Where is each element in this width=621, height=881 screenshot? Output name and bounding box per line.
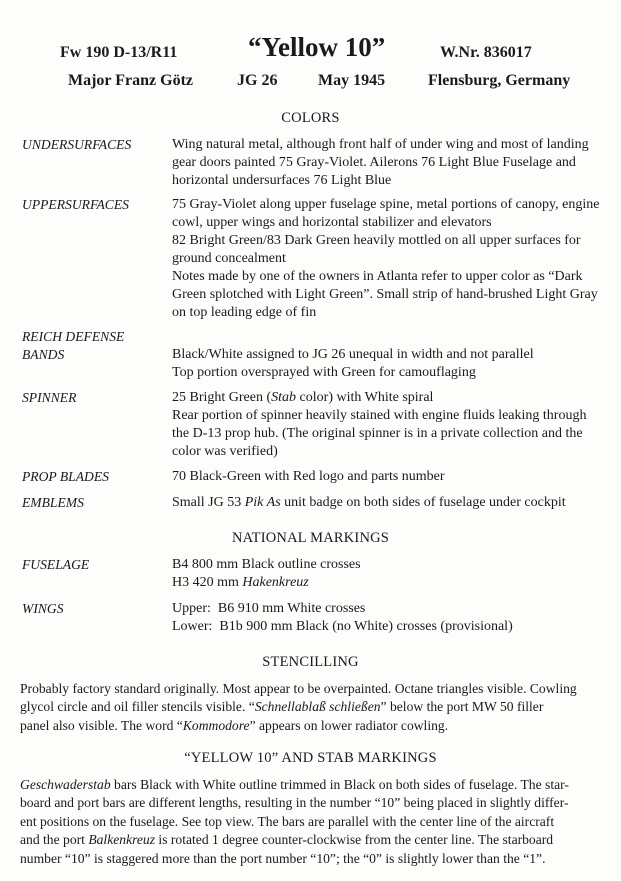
text-run: 25 Bright Green (: [172, 390, 272, 405]
text-run: glycol circle and oil filler stencils visible. “: [20, 699, 255, 715]
werknummer: W.Nr. 836017: [440, 44, 532, 61]
section-stab-markings-heading: “YELLOW 10” AND STAB MARKINGS: [184, 750, 437, 766]
label-line: REICH DEFENSE: [22, 329, 125, 344]
text-run: Small JG 53: [172, 495, 245, 510]
section-national-markings-heading: NATIONAL MARKINGS: [231, 530, 390, 546]
location: Flensburg, Germany: [428, 72, 571, 89]
text-line: Notes made by one of the owners in Atlanta refer to upper color as “Dark: [172, 269, 583, 284]
text-run-italic: Balkenkreuz: [88, 832, 156, 848]
text-run-italic: Hakenkreuz: [242, 575, 309, 590]
text-line: ent positions on the fuselage. See top view. The bars are parallel with the center line of the aircraft: [20, 813, 555, 829]
fuselage-text: [172, 556, 612, 592]
reich-defense-text: [172, 346, 612, 382]
text-run: H3 420 mm: [172, 575, 243, 590]
text-line: 75 Gray-Violet along upper fuselage spine, metal portions of canopy, engine: [172, 197, 600, 212]
text-run-italic: Kommodore: [182, 717, 250, 733]
text-line: gear doors painted 75 Gray-Violet. Ailerons 76 Light Blue Fuselage and: [172, 155, 576, 170]
text-line: [20, 776, 615, 794]
text-line: Lower: B1b 900 mm Black (no White) crosses (provisional): [172, 619, 513, 634]
date: May 1945: [318, 72, 386, 89]
text-line: Black/White assigned to JG 26 unequal in width and not parallel: [172, 347, 534, 362]
spinner-text: [172, 389, 612, 461]
header-line-1: [0, 34, 621, 74]
text-line: [20, 698, 615, 716]
text-line: on top leading edge of fin: [172, 305, 317, 320]
text-line: [172, 389, 612, 407]
text-line: [172, 574, 612, 592]
text-run-italic: Stab: [271, 390, 297, 405]
text-run: ” below the port MW 50 filler: [380, 699, 544, 715]
text-line: board and port bars are different lengths, resulting in the number “10” being placed in slightly differ-: [20, 795, 569, 811]
uppersurfaces-label: UPPERSURFACES: [22, 197, 129, 212]
undersurfaces-text: [172, 136, 612, 190]
text-run-italic: Pik As: [244, 495, 281, 510]
wings-text: [172, 600, 612, 636]
text-line: Rear portion of spinner heavily stained with engine fluids leaking through: [172, 408, 587, 423]
text-run: panel also visible. The word “: [20, 717, 183, 733]
undersurfaces-label: UNDERSURFACES: [22, 137, 132, 152]
stencilling-paragraph: [20, 680, 615, 735]
uppersurfaces-text: [172, 196, 612, 322]
text-line: number “10” is staggered more than the port number “10”; the “0” is slightly lower than the “1”.: [20, 850, 546, 866]
text-line: 70 Black-Green with Red logo and parts number: [172, 469, 445, 484]
text-line: 82 Bright Green/83 Dark Green heavily mottled on all upper surfaces for: [172, 233, 581, 248]
spinner-label: SPINNER: [22, 390, 77, 405]
text-run: ” appears on lower radiator cowling.: [249, 717, 449, 733]
text-line: cowl, upper wings and horizontal stabilizer and elevators: [172, 215, 492, 230]
aircraft-model: Fw 190 D-13/R11: [60, 44, 178, 61]
prop-blades-label: PROP BLADES: [22, 469, 109, 484]
stab-markings-paragraph: [20, 776, 615, 868]
wings-label: WINGS: [22, 601, 64, 616]
text-line: Wing natural metal, although front half of under wing and most of landing: [172, 137, 589, 152]
aircraft-name: “Yellow 10”: [248, 32, 386, 62]
pilot-name: Major Franz Götz: [68, 72, 193, 89]
text-line: Top portion oversprayed with Green for camouflaging: [172, 365, 476, 380]
emblems-label: EMBLEMS: [22, 495, 84, 510]
text-line: B4 800 mm Black outline crosses: [172, 557, 361, 572]
text-line: [20, 717, 615, 735]
text-run: is rotated 1 degree counter-clockwise from the center line. The starboard: [155, 832, 554, 848]
text-run: color) with White spiral: [296, 390, 434, 405]
prop-blades-text: [172, 468, 612, 486]
text-line: [20, 831, 615, 849]
section-colors-heading: COLORS: [281, 110, 340, 126]
text-line: [172, 494, 612, 512]
emblems-text: [172, 494, 612, 512]
text-run: unit badge on both sides of fuselage under cockpit: [280, 495, 566, 510]
label-line: BANDS: [22, 347, 65, 362]
section-stencilling-heading: STENCILLING: [262, 654, 359, 670]
text-run-italic: Schnellablaß schließen: [254, 699, 381, 715]
text-run: bars Black with White outline trimmed in Black on both sides of fuselage. The star-: [110, 777, 569, 792]
unit: JG 26: [237, 72, 278, 89]
text-run-italic: Geschwaderstab: [20, 777, 111, 792]
text-line: horizontal undersurfaces 76 Light Blue: [172, 173, 392, 188]
text-line: Green splotched with Light Green”. Small strip of hand-brushed Light Gray: [172, 287, 598, 302]
fuselage-label: FUSELAGE: [22, 557, 90, 572]
text-run: and the port: [20, 832, 89, 848]
text-line: color was verified): [172, 444, 278, 459]
text-line: Upper: B6 910 mm White crosses: [172, 601, 366, 616]
reich-defense-label: [22, 328, 172, 364]
text-line: Probably factory standard originally. Most appear to be overpainted. Octane triangles visible. Cowling: [20, 681, 577, 696]
text-line: the D-13 prop hub. (The original spinner is in a private collection and the: [172, 426, 583, 441]
text-line: ground concealment: [172, 251, 286, 266]
